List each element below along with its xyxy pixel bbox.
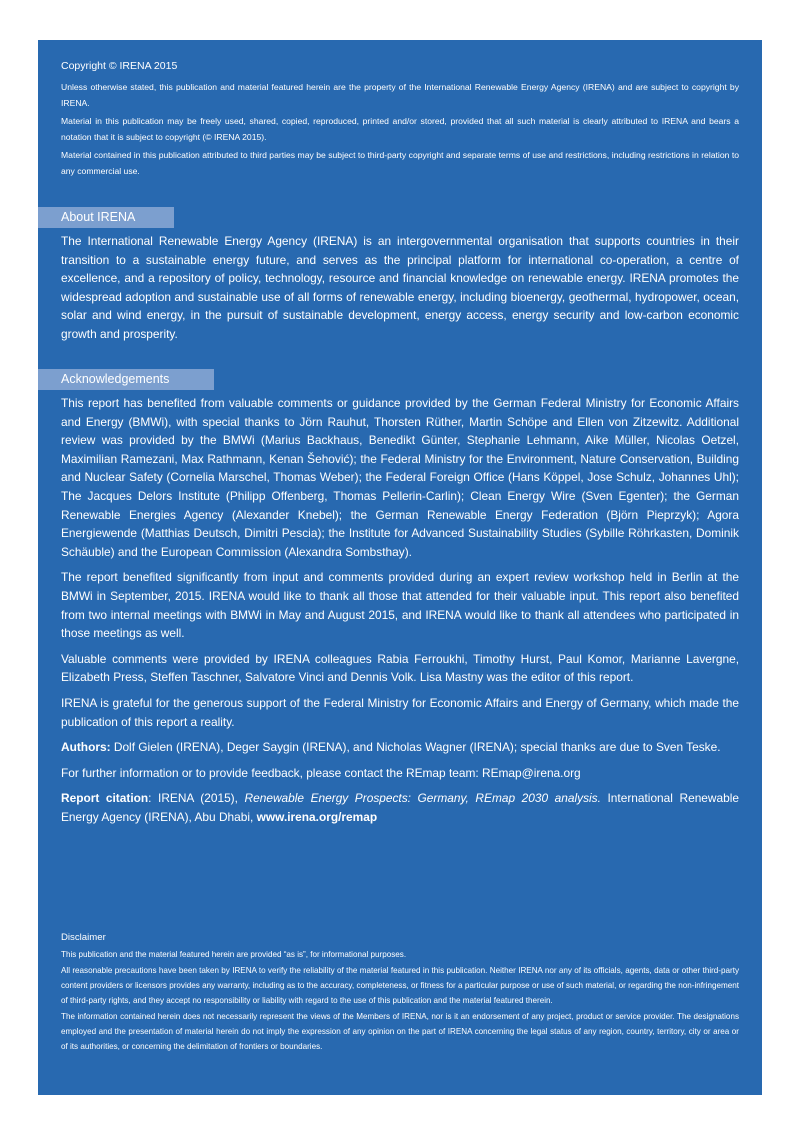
about-text: The International Renewable Energy Agency (IRENA) is an intergovernmental organisation that supports countries in their transition to a sustainable energy future, and serves as the principal platform for international co-operation, a centre of excellence, and a repository of policy, technology, resource and financial knowledge on renewable energy. IRENA promotes the widespread adoption and sustainable use of all forms of renewable energy, including bioenergy, geothermal, hydropower, ocean, solar and wind energy, in the pursuit of sustainable development, energy access, energy security and low-carbon economic growth and prosperity.	[61, 234, 739, 341]
disclaimer-paragraph-2: All reasonable precautions have been taken by IRENA to verify the reliability of the material featured in this publication. Neither IRENA nor any of its officials, agents, data or other third-party content providers or licensors provides any warranty, including as to the accuracy, completeness, or fitness for a particular purpose or use of such material, or regarding the non-infringement of third-party rights, and they accept no responsibility or liability with regard to the use of this publication and the material featured therein.	[61, 966, 739, 1005]
disclaimer-title: Disclaimer	[61, 932, 106, 943]
authors-line	[61, 738, 739, 757]
acknowledgements-paragraph-2: The report benefited significantly from input and comments provided during an expert review workshop held in Berlin at the BMWi in September, 2015. IRENA would like to thank all those that attended for their valuable input. This report also benefited from two internal meetings with BMWi in May and August 2015, and IRENA would like to thank all attendees who participated in those meetings as well.	[61, 570, 739, 641]
copyright-paragraph-2: Material in this publication may be freely used, shared, copied, reproduced, printed and/or stored, provided that all such material is clearly attributed to IRENA and bears a notation that it is subject to copyright (© IRENA 2015).	[61, 116, 739, 142]
disclaimer-paragraph-1: This publication and the material featured herein are provided “as is”, for informational purposes.	[61, 950, 407, 959]
citation-mid: International Renewable Energy Agency (IRENA), Abu Dhabi,	[61, 791, 739, 824]
acknowledgements-paragraph-4: IRENA is grateful for the generous support of the Federal Ministry for Economic Affairs and Energy of Germany, which made the publication of this report a reality.	[61, 695, 739, 729]
acknowledgements-heading: Acknowledgements	[38, 369, 214, 390]
citation-link[interactable]: www.irena.org/remap	[256, 809, 378, 824]
acknowledgements-paragraph-3: Valuable comments were provided by IRENA colleagues Rabia Ferroukhi, Timothy Hurst, Paul Komor, Marianne Lavergne, Elizabeth Press, Steffen Taschner, Salvatore Vinci and Dennis Volk. Lisa Mastny was the editor of this report.	[61, 651, 739, 685]
citation-pre: : IRENA (2015),	[148, 791, 245, 806]
disclaimer-section	[61, 931, 739, 1055]
copyright-paragraph-3: Material contained in this publication attributed to third parties may be subject to third-party copyright and separate terms of use and restrictions, including restrictions in relation to any commercial use.	[61, 150, 739, 176]
acknowledgements-paragraph-1: This report has benefited from valuable comments or guidance provided by the German Federal Ministry for Economic Affairs and Energy (BMWi), with special thanks to Jörn Rauhut, Thorsten Rüther, Martin Schöpe and Ellen von Zitzewitz. Additional review was provided by the BMWi (Marius Backhaus, Benedikt Günter, Stephanie Lehmann, Aike Müller, Nicolas Oetzel, Maximilian Ramezani, Max Rathmann, Kenan Šehović); the Federal Ministry for the Environment, Nature Conservation, Building and Nuclear Safety (Cornelia Marschel, Thomas Weber); the Federal Foreign Office (Hans Köppel, Jose Schulz, Johannes Uhl); The Jacques Delors Institute (Philipp Offenberg, Thomas Pellerin-Carlin); Clean Energy Wire (Sven Egenter); the German Renewable Energies Agency (Alexander Knebel); the German Renewable Energy Federation (Björn Pieprzyk); Agora Energiewende (Matthias Deutsch, Dimitri Pescia); the Institute for Advanced Sustainability Studies (Sybille Röhrkasten, Dominik Schäuble) and the European Commission (Alexandra Sombsthay).	[61, 396, 739, 559]
about-section	[61, 232, 739, 344]
disclaimer-paragraph-3: The information contained herein does not necessarily represent the views of the Members of IRENA, nor is it an endorsement of any project, product or service provider. The designations employed and the presentation of material herein do not imply the expression of any opinion on the part of IRENA concerning the legal status of any region, country, territory, city or area or of its authorities, or concerning the delimitation of frontiers or boundaries.	[61, 1012, 739, 1051]
acknowledgements-section	[61, 394, 739, 833]
back-cover-panel	[38, 40, 762, 1095]
contact-line: For further information or to provide feedback, please contact the REmap team: REmap@irena.org	[61, 765, 581, 780]
citation-line	[61, 789, 739, 826]
about-heading: About IRENA	[38, 207, 174, 228]
citation-label: Report citation	[61, 791, 149, 806]
citation-title: Renewable Energy Prospects: Germany, REmap 2030 analysis.	[244, 791, 601, 806]
copyright-title: Copyright © IRENA 2015	[61, 60, 178, 72]
copyright-paragraph-1: Unless otherwise stated, this publication and material featured herein are the property of the International Renewable Energy Agency (IRENA) and are subject to copyright by IRENA.	[61, 82, 739, 108]
copyright-section	[61, 60, 739, 181]
authors-label: Authors:	[61, 740, 111, 755]
authors-text: Dolf Gielen (IRENA), Deger Saygin (IRENA), and Nicholas Wagner (IRENA); special thanks are due to Sven Teske.	[110, 740, 721, 755]
